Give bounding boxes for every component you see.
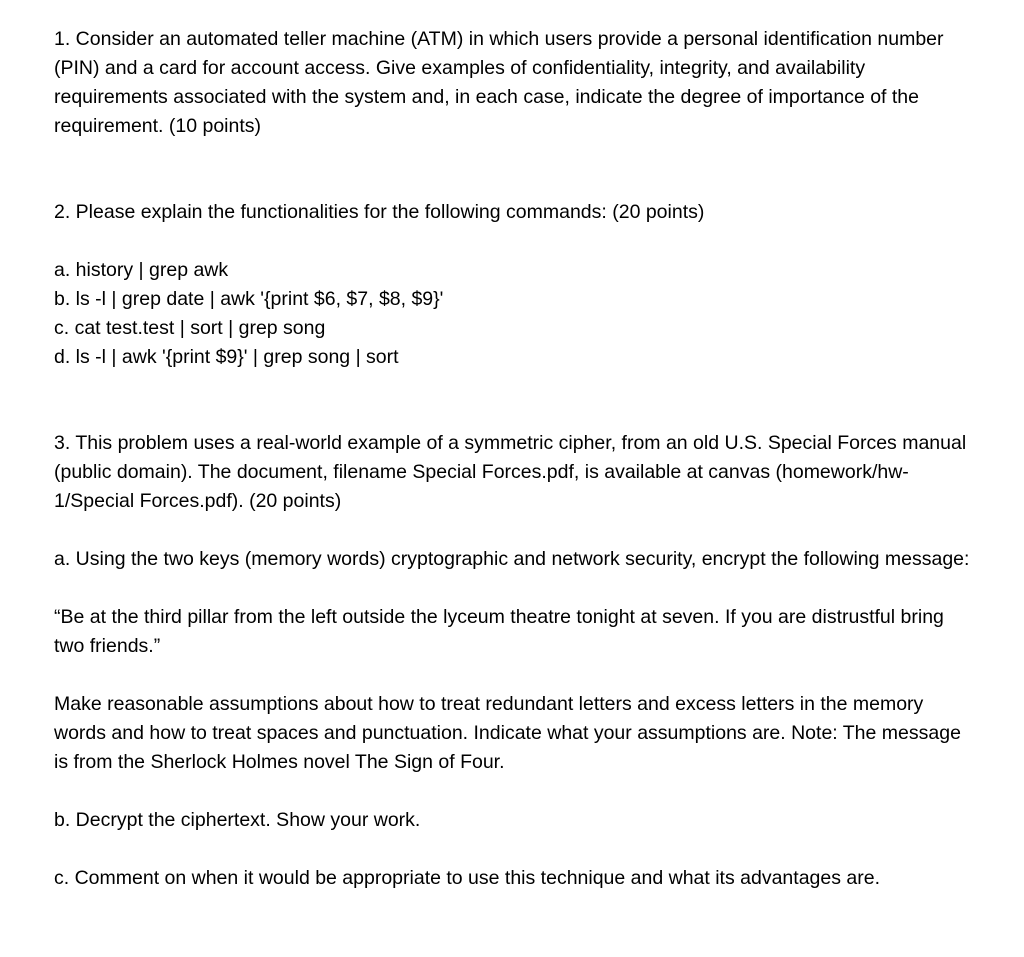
quote-text: “Be at the third pillar from the left outside the lyceum theatre tonight at seven. If you are distrustful bring two friends.” [54, 606, 950, 657]
question-3b-text: b. Decrypt the ciphertext. Show your work. [54, 809, 421, 831]
question-3-intro-text: 3. This problem uses a real-world example of a symmetric cipher, from an old U.S. Special Forces manual (public domain). The document, filename Special Forces.pdf, is available at canvas (homework/hw-1/Special Forces.pdf). (20 points) [54, 432, 972, 512]
question-2-intro-text: 2. Please explain the functionalities for the following commands: (20 points) [54, 201, 705, 223]
command-line-d: d. ls -l | awk '{print $9}' | grep song | sort [54, 346, 399, 368]
question-3c-text: c. Comment on when it would be appropriate to use this technique and what its advantages are. [54, 867, 880, 889]
assumptions-text: Make reasonable assumptions about how to treat redundant letters and excess letters in the memory words and how to treat spaces and punctuation. Indicate what your assumptions are. Note: The message is from the Sherlock Holmes novel The Sign of Four. [54, 693, 967, 773]
command-list [54, 256, 972, 372]
question-1-text: 1. Consider an automated teller machine (ATM) in which users provide a personal identification number (PIN) and a card for account access. Give examples of confidentiality, integrity, and availability requirements associated with the system and, in each case, indicate the degree of importance of the requirement. (10 points) [54, 28, 949, 137]
command-line-c: c. cat test.test | sort | grep song [54, 317, 326, 339]
question-3a-text: a. Using the two keys (memory words) cryptographic and network security, encrypt the following message: [54, 548, 970, 570]
command-line-a: a. history | grep awk [54, 259, 229, 281]
command-line-b: b. ls -l | grep date | awk '{print $6, $7, $8, $9}' [54, 288, 444, 310]
